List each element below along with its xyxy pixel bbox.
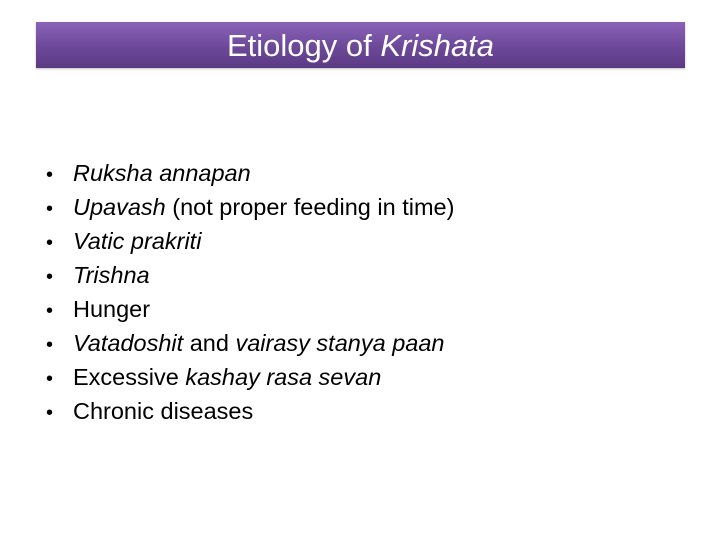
bullet-item	[46, 160, 454, 194]
bullet-text-segment: kashay rasa sevan	[185, 364, 382, 390]
bullet-dot-icon: •	[46, 368, 54, 390]
bullet-text-segment: (not proper feeding in time)	[165, 194, 455, 220]
bullet-dot-icon: •	[46, 266, 54, 288]
bullet-text-segment: Vatadoshit	[73, 330, 184, 356]
bullet-list	[46, 160, 454, 432]
bullet-item	[46, 330, 454, 364]
bullet-text	[73, 262, 150, 289]
bullet-text-segment: Vatic prakriti	[73, 228, 202, 254]
bullet-text	[73, 160, 251, 187]
bullet-text	[73, 398, 253, 425]
bullet-item	[46, 228, 454, 262]
bullet-text	[73, 364, 381, 391]
bullet-item	[46, 194, 454, 228]
bullet-item	[46, 262, 454, 296]
title-bar	[36, 22, 685, 68]
bullet-text-segment: Trishna	[73, 262, 150, 288]
bullet-dot-icon: •	[46, 334, 54, 356]
bullet-text-segment: Ruksha annapan	[73, 160, 251, 186]
bullet-dot-icon: •	[46, 402, 54, 424]
bullet-item	[46, 296, 454, 330]
title-prefix: Etiology of	[226, 27, 381, 63]
bullet-dot-icon: •	[46, 300, 54, 322]
title-emphasis: Krishata	[380, 27, 495, 63]
bullet-text-segment: Chronic diseases	[73, 398, 254, 424]
bullet-text	[73, 228, 201, 255]
bullet-text-segment: vairasy stanya paan	[235, 330, 445, 356]
bullet-text	[73, 330, 444, 357]
slide-title	[226, 27, 495, 63]
bullet-dot-icon: •	[46, 164, 54, 186]
bullet-text-segment: Hunger	[73, 296, 151, 322]
bullet-text-segment: and	[183, 330, 236, 356]
bullet-text	[73, 296, 150, 323]
bullet-item	[46, 398, 454, 432]
bullet-dot-icon: •	[46, 198, 54, 220]
bullet-dot-icon: •	[46, 232, 54, 254]
bullet-text-segment: Excessive	[73, 364, 186, 390]
bullet-text	[73, 194, 454, 221]
bullet-item	[46, 364, 454, 398]
bullet-text-segment: Upavash	[73, 194, 166, 220]
